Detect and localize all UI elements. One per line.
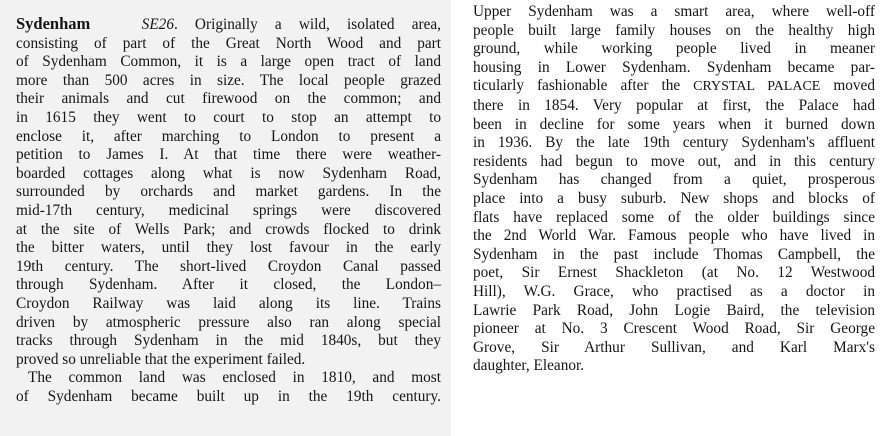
text-line: pioneer at No. 3 Crescent Wood Road, Sir George [473, 320, 875, 338]
right-column [465, 0, 883, 436]
text-line: in 1615 they went to court to stop an attempt to [16, 108, 441, 126]
text-line: proved so unreliable that the experiment failed. [16, 350, 306, 368]
text-line: Lawrie Park Road, John Logie Baird, the television [473, 301, 875, 319]
text-line: there in 1854. Very popular at first, the Palace had [473, 96, 875, 114]
text-line: the 2nd World War. Famous people who have lived in [473, 227, 875, 245]
text-line: surrounded by orchards and market gardens. In the [16, 183, 441, 201]
text-line: Hill), W.G. Grace, who practised as a doctor in [473, 282, 875, 300]
text-line: ground, while working people lived in meaner [473, 40, 875, 58]
text-line: Grove, Sir Arthur Sullivan, and Karl Marx's [473, 338, 875, 356]
left-column-text [0, 0, 451, 406]
text-line: of Sydenham Common, it is a large open tract of land [16, 53, 441, 71]
text-line: 19th century. The short-lived Croydon Canal passed [16, 257, 441, 275]
text-line-fragment: ticularly fashionable after the [473, 77, 694, 95]
text-line: been in decline for some years when it burned down [473, 115, 875, 133]
text-line: flats have replaced some of the older buildings since [473, 208, 875, 226]
column-gutter [451, 0, 465, 436]
text-line-paragraph-start: The common land was enclosed in 1810, and most [28, 369, 441, 387]
text-line: more than 500 acres in size. The local people grazed [16, 71, 441, 89]
entry-headword: Sydenham [16, 14, 91, 33]
entry-postcode: SE26 [141, 16, 174, 33]
text-line: at the site of Wells Park; and crowds flocked to drink [16, 220, 441, 238]
text-line: place into a busy suburb. New shops and blocks of [473, 189, 875, 207]
text-line: petition to James I. At that time there were weather- [16, 146, 441, 164]
text-line: consisting of part of the Great North Wood and part [16, 34, 441, 52]
text-line: housing in Lower Sydenham. Sydenham became par- [473, 58, 875, 76]
text-line: poet, Sir Ernest Shackleton (at No. 12 Westwood [473, 264, 875, 282]
right-column-text [465, 0, 883, 376]
text-line: their animals and cut firewood on the common; and [16, 90, 441, 108]
text-line: Upper Sydenham was a smart area, where well-off [473, 3, 875, 20]
text-line: Croydon Railway was laid along its line. Trains [16, 294, 441, 312]
text-line-fragment: moved [820, 77, 875, 95]
text-line: tracks through Sydenham in the mid 1840s, but they [16, 332, 441, 350]
text-line-crossref [473, 77, 875, 97]
text-line: daughter, Eleanor. [473, 357, 585, 375]
text-line-first [16, 15, 441, 35]
text-line: through Sydenham. After it closed, the London– [16, 276, 441, 294]
text-line: residents had begun to move out, and in this century [473, 152, 875, 170]
text-line-fragment: . Originally a wild, isolated area, [173, 16, 441, 33]
text-line: Sydenham has changed from a quiet, prosperous [473, 171, 875, 189]
text-line: boarded cottages along what is now Sydenham Road, [16, 164, 441, 182]
text-line: enclose it, after marching to London to present a [16, 127, 441, 145]
text-line: people built large family houses on the healthy high [473, 21, 875, 39]
text-line: the bitter waters, until they lost favour in the early [16, 239, 441, 257]
text-line: mid-17th century, medicinal springs were discovered [16, 201, 441, 219]
crossref-link: CRYSTAL PALACE [693, 79, 821, 95]
text-line: Sydenham in the past include Thomas Campbell, the [473, 245, 875, 263]
text-line: driven by atmospheric pressure also ran along special [16, 313, 441, 331]
text-line: of Sydenham became built up in the 19th century. [16, 387, 441, 405]
text-line: in 1936. By the late 19th century Sydenham's affluent [473, 134, 875, 152]
